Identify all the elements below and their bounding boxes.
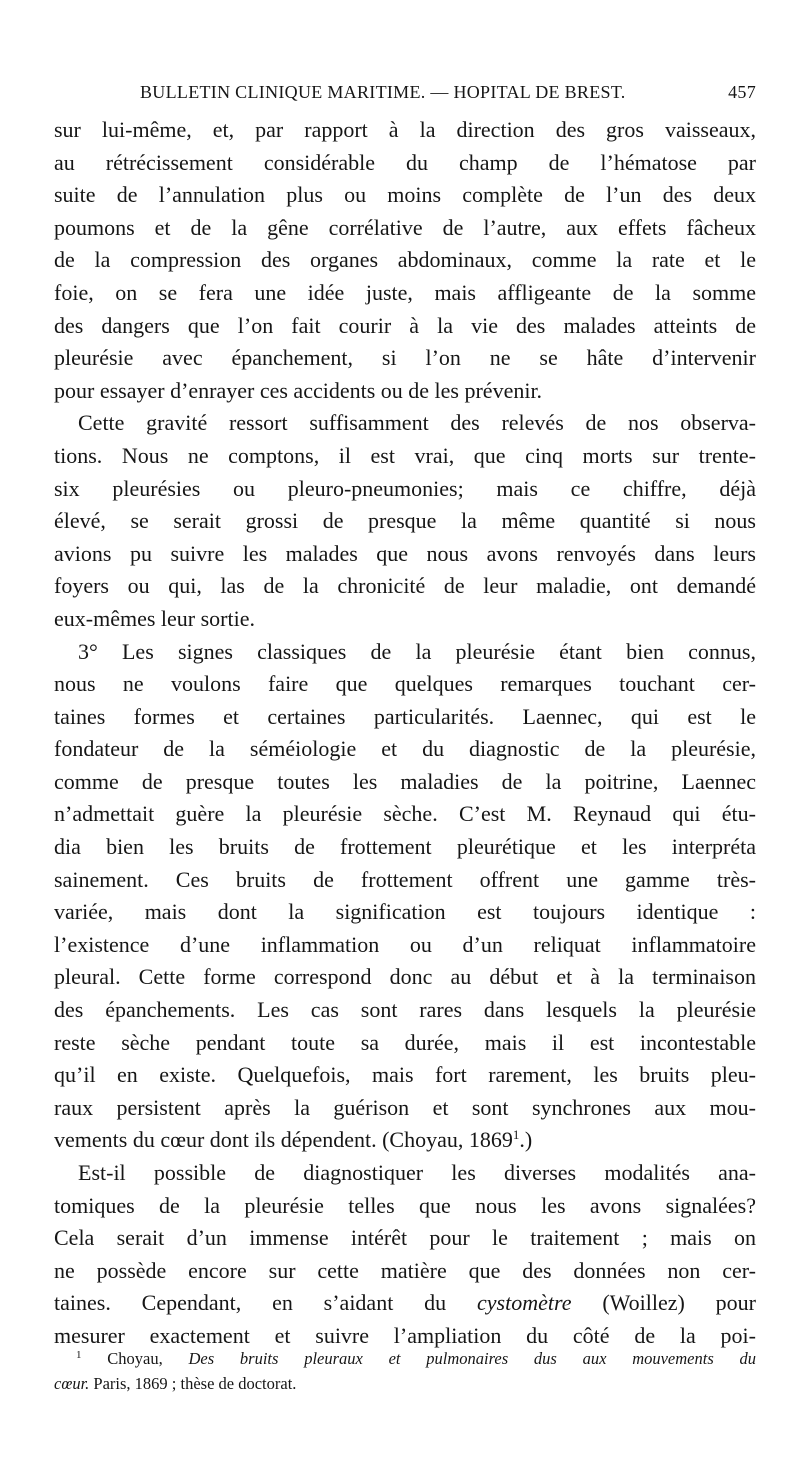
text-line: au rétrécissement considérable du champ de l’hématose par [54, 149, 756, 175]
text-line: pleurésie avec épanchement, si l’on ne se hâte d’intervenir [54, 345, 756, 371]
text-line: des épanchements. Les cas sont rares dans lesquels la pleurésie [54, 997, 756, 1023]
text-fragment: vements du cœur dont ils dépendent. (Choyau, 1869 [54, 1127, 513, 1153]
text-line: foyers ou qui, las de la chronicité de leur maladie, ont demandé [54, 573, 756, 599]
text-line: fondateur de la séméiologie et du diagnostic de la pleurésie, [54, 736, 756, 762]
text-line: élevé, se serait grossi de presque la même quantité si nous [54, 508, 756, 534]
text-line: 3° Les signes classiques de la pleurésie étant bien connus, [78, 638, 756, 664]
text-line: poumons et de la gêne corrélative de l’autre, aux effets fâcheux [54, 214, 756, 240]
text-line: qu’il en existe. Quelquefois, mais fort rarement, les bruits pleu- [54, 1062, 756, 1088]
running-header [58, 82, 756, 108]
footnote-author: Choyau, [107, 1349, 163, 1368]
text-line: pour essayer d’enrayer ces accidents ou de les prévenir. [54, 377, 543, 403]
text-line: n’admettait guère la pleurésie sèche. C’est M. Reynaud qui étu- [54, 801, 756, 827]
text-line: avions pu suivre les malades que nous avons renvoyés dans leurs [54, 540, 756, 566]
italic-term: cystomètre [477, 1290, 572, 1316]
text-line: reste sèche pendant toute sa durée, mais il est incontestable [54, 1029, 756, 1055]
page-number: 457 [728, 82, 756, 102]
text-line: variée, mais dont la signification est toujours identique : [54, 899, 756, 925]
footnote-title: Des bruits pleuraux et pulmonaires dus aux mouvements du [188, 1349, 757, 1368]
text-fragment: (Woillez) pour [571, 1290, 757, 1316]
text-line: nous ne voulons faire que quelques remarques touchant cer- [54, 671, 756, 697]
text-line-with-italic [54, 1287, 756, 1320]
footnote-title-end: cœur. [54, 1374, 90, 1393]
text-line: tomiques de la pleurésie telles que nous les avons signalées? [54, 1192, 756, 1218]
footnote-marker: 1 [76, 1349, 82, 1361]
text-line: Cela serait d’un immense intérêt pour le traitement ; mais on [54, 1225, 756, 1251]
text-line: sur lui-même, et, par rapport à la direction des gros vaisseaux, [54, 117, 756, 142]
text-fragment: taines. Cependant, en s’aidant du [54, 1290, 447, 1316]
text-line: taines formes et certaines particularités. Laennec, qui est le [54, 703, 756, 729]
body-text [54, 114, 756, 1353]
text-line: dia bien les bruits de frottement pleurétique et les interpréta [54, 834, 756, 860]
text-line: des dangers que l’on fait courir à la vie des malades atteints de [54, 312, 756, 338]
text-line: six pleurésies ou pleuro-pneumonies; mais ce chiffre, déjà [54, 475, 756, 501]
footnote-line [54, 1371, 756, 1396]
text-line: raux persistent après la guérison et sont synchrones aux mou- [54, 1094, 756, 1120]
text-line: sainement. Ces bruits de frottement offrent une gamme très- [54, 866, 756, 892]
footnote-ref: 1 [512, 1127, 520, 1143]
running-title: BULLETIN CLINIQUE MARITIME. — HOPITAL DE BREST. [140, 82, 626, 102]
text-line: comme de presque toutes les maladies de la poitrine, Laennec [54, 768, 756, 794]
text-line-with-footnote-ref [54, 1124, 756, 1157]
footnote [54, 1346, 756, 1396]
text-line: Est-il possible de diagnostiquer les diverses modalités ana- [78, 1160, 756, 1185]
footnote-details: Paris, 1869 ; thèse de doctorat. [93, 1374, 297, 1393]
text-line: ne possède encore sur cette matière que des données non cer- [54, 1257, 756, 1283]
text-fragment: .) [519, 1127, 533, 1153]
text-line: suite de l’annulation plus ou moins complète de l’un des deux [54, 182, 756, 208]
text-line: mesurer exactement et suivre l’ampliation du côté de la poi- [54, 1322, 756, 1348]
footnote-line [54, 1346, 756, 1371]
text-line: foie, on se fera une idée juste, mais affligeante de la somme [54, 279, 756, 305]
text-line: pleural. Cette forme correspond donc au début et à la terminaison [54, 964, 756, 990]
text-line: Cette gravité ressort suffisamment des relevés de nos observa- [78, 410, 756, 436]
text-line: tions. Nous ne comptons, il est vrai, que cinq morts sur trente- [54, 442, 756, 468]
text-line: eux-mêmes leur sortie. [54, 605, 255, 631]
text-line: l’existence d’une inflammation ou d’un reliquat inflammatoire [54, 931, 756, 957]
text-line: de la compression des organes abdominaux, comme la rate et le [54, 247, 756, 273]
